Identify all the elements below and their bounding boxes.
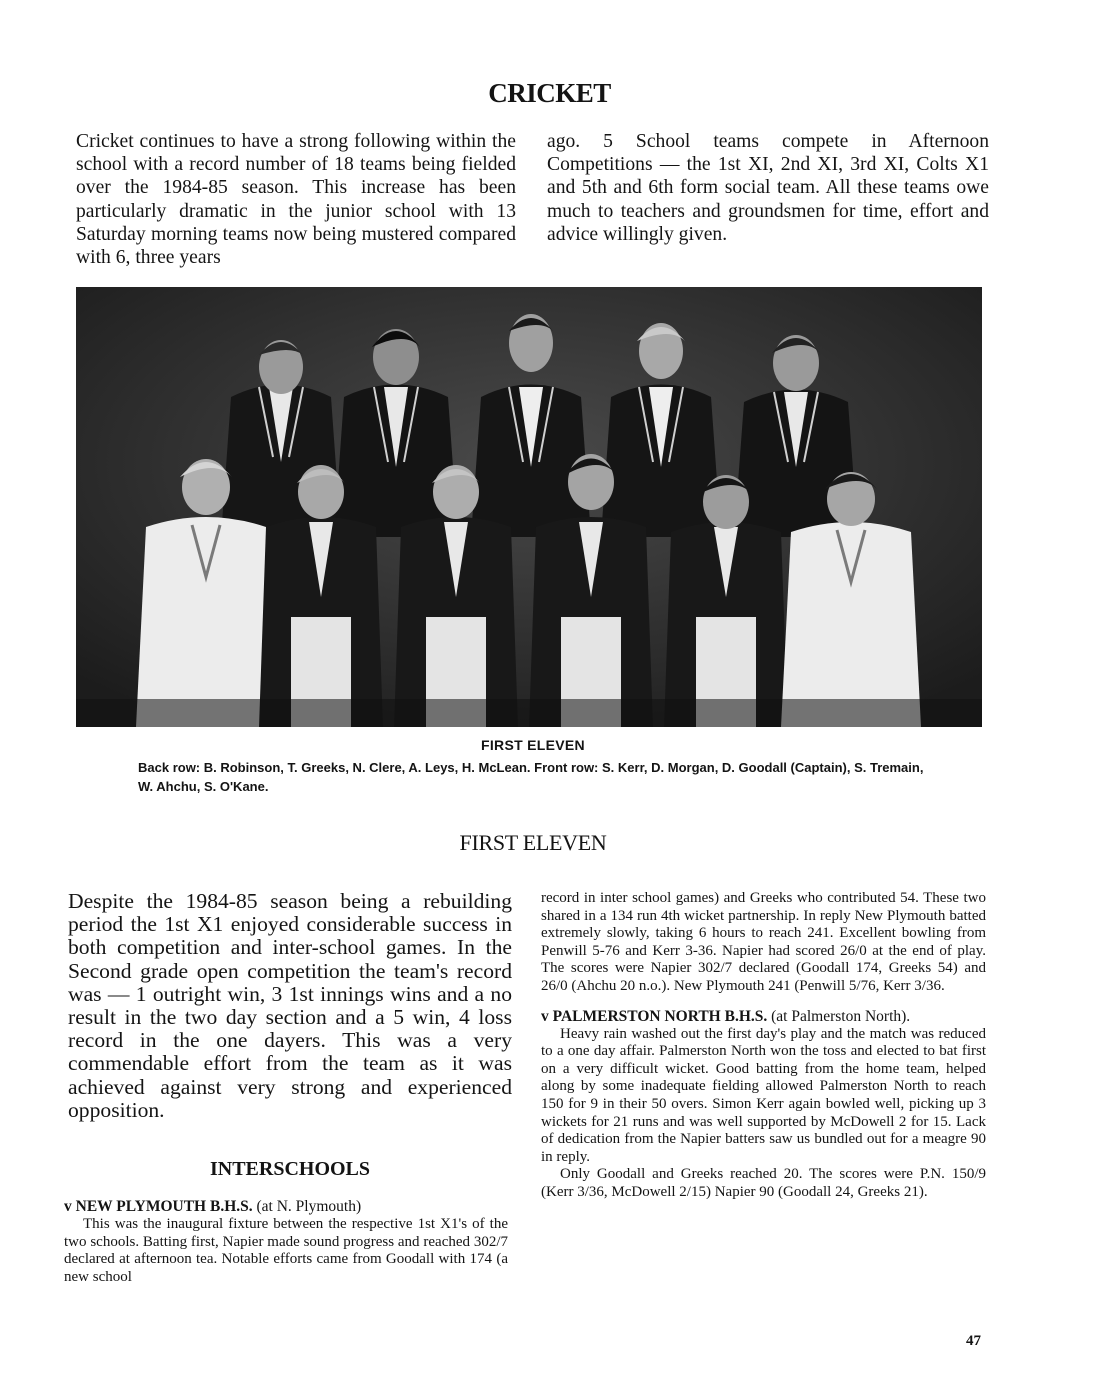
photo-caption-title: FIRST ELEVEN bbox=[481, 737, 585, 753]
new-plymouth-heading bbox=[64, 1198, 508, 1216]
right-column bbox=[541, 890, 986, 1202]
palmerston-north-scores: Only Goodall and Greeks reached 20. The scores were P.N. 150/9 (Kerr 3/36, McDowell 2/15) Napier 90 (Goodall 24, Greeks 21). bbox=[541, 1166, 986, 1200]
venue: (at N. Plymouth) bbox=[256, 1198, 362, 1215]
new-plymouth-report-continued: record in inter school games) and Greeks who contributed 54. These two shared in a 134 run 4th wicket partnership. In reply New Plymouth batted extremely slowly, taking 6 hours to reach 241. Excellent bowling from Penwill 5-76 and Kerr 3-36. Napier had scored 26/0 at the end of play. The scores were Napier 302/7 declared (Goodall 174, Greeks 54) and 26/0 (Ahchu 20 n.o.). New Plymouth 241 (Penwill 5/76, Kerr 3/36. bbox=[541, 890, 986, 994]
opponent-name: PALMERSTON NORTH B.H.S. bbox=[552, 1007, 768, 1025]
team-photo bbox=[76, 287, 982, 727]
new-plymouth-report: This was the inaugural fixture between the respective 1st X1's of the two schools. Batting first, Napier made sound progress and reached 302/7 declared at afternoon tea. Notable efforts came from Goodall with 174 (a new school bbox=[64, 1216, 508, 1285]
photo-caption-names: Back row: B. Robinson, T. Greeks, N. Clere, A. Leys, H. McLean. Front row: S. Kerr, D. Morgan, D. Goodall (Captain), S. Tremain, W. Ahchu, S. O'Kane. bbox=[138, 760, 924, 794]
intro-paragraph-left: Cricket continues to have a strong following within the school with a record number of 18 teams being fielded over the 1984-85 season. This increase has been particularly dramatic in the junior school with 13 Saturday morning teams now being mustered compared with 6, three years bbox=[76, 131, 516, 269]
palmerston-north-report: Heavy rain washed out the first day's play and the match was reduced to a one day affair. Palmerston North won the toss and elected to bat first on a very difficult wicket. Good batting from the home team, helped along by some inadequate fielding allowed Palmerston North to reach 150 for 9 in their 50 overs. Simon Kerr again bowled well, picking up 3 wickets for 21 runs and was well supported by McDowell 2 for 15. Lack of dedication from the Napier batters saw us bundled out for a meagre 90 in reply. bbox=[541, 1025, 986, 1165]
venue: (at Palmerston North). bbox=[771, 1007, 911, 1025]
page-title: CRICKET bbox=[488, 78, 611, 108]
match-prefix: v bbox=[541, 1007, 549, 1025]
page-number: 47 bbox=[966, 1333, 981, 1349]
palmerston-north-heading bbox=[541, 1008, 986, 1026]
section-heading-interschools: INTERSCHOOLS bbox=[209, 1158, 371, 1180]
section-heading-first-eleven: FIRST ELEVEN bbox=[459, 830, 607, 855]
intro-paragraph-right: ago. 5 School teams compete in Afternoon Competitions — the 1st XI, 2nd XI, 3rd XI, Colts X1 and 5th and 6th form social team. All these teams owe much to teachers and groundsmen for time, effort and advice willingly given. bbox=[547, 131, 989, 245]
first-eleven-paragraph: Despite the 1984-85 season being a rebuilding period the 1st X1 enjoyed considerable success in both competition and inter-school games. In the Second grade open competition the team's record was — 1 outright win, 3 1st innings wins and a no result in the two day section and a 5 win, 4 loss record in the one dayers. This was a very commendable effort from the team as it was achieved against very strong and experienced opposition. bbox=[68, 889, 512, 1122]
opponent-name: NEW PLYMOUTH B.H.S. bbox=[75, 1198, 253, 1215]
new-plymouth-block bbox=[64, 1198, 508, 1286]
match-prefix: v bbox=[64, 1198, 72, 1215]
